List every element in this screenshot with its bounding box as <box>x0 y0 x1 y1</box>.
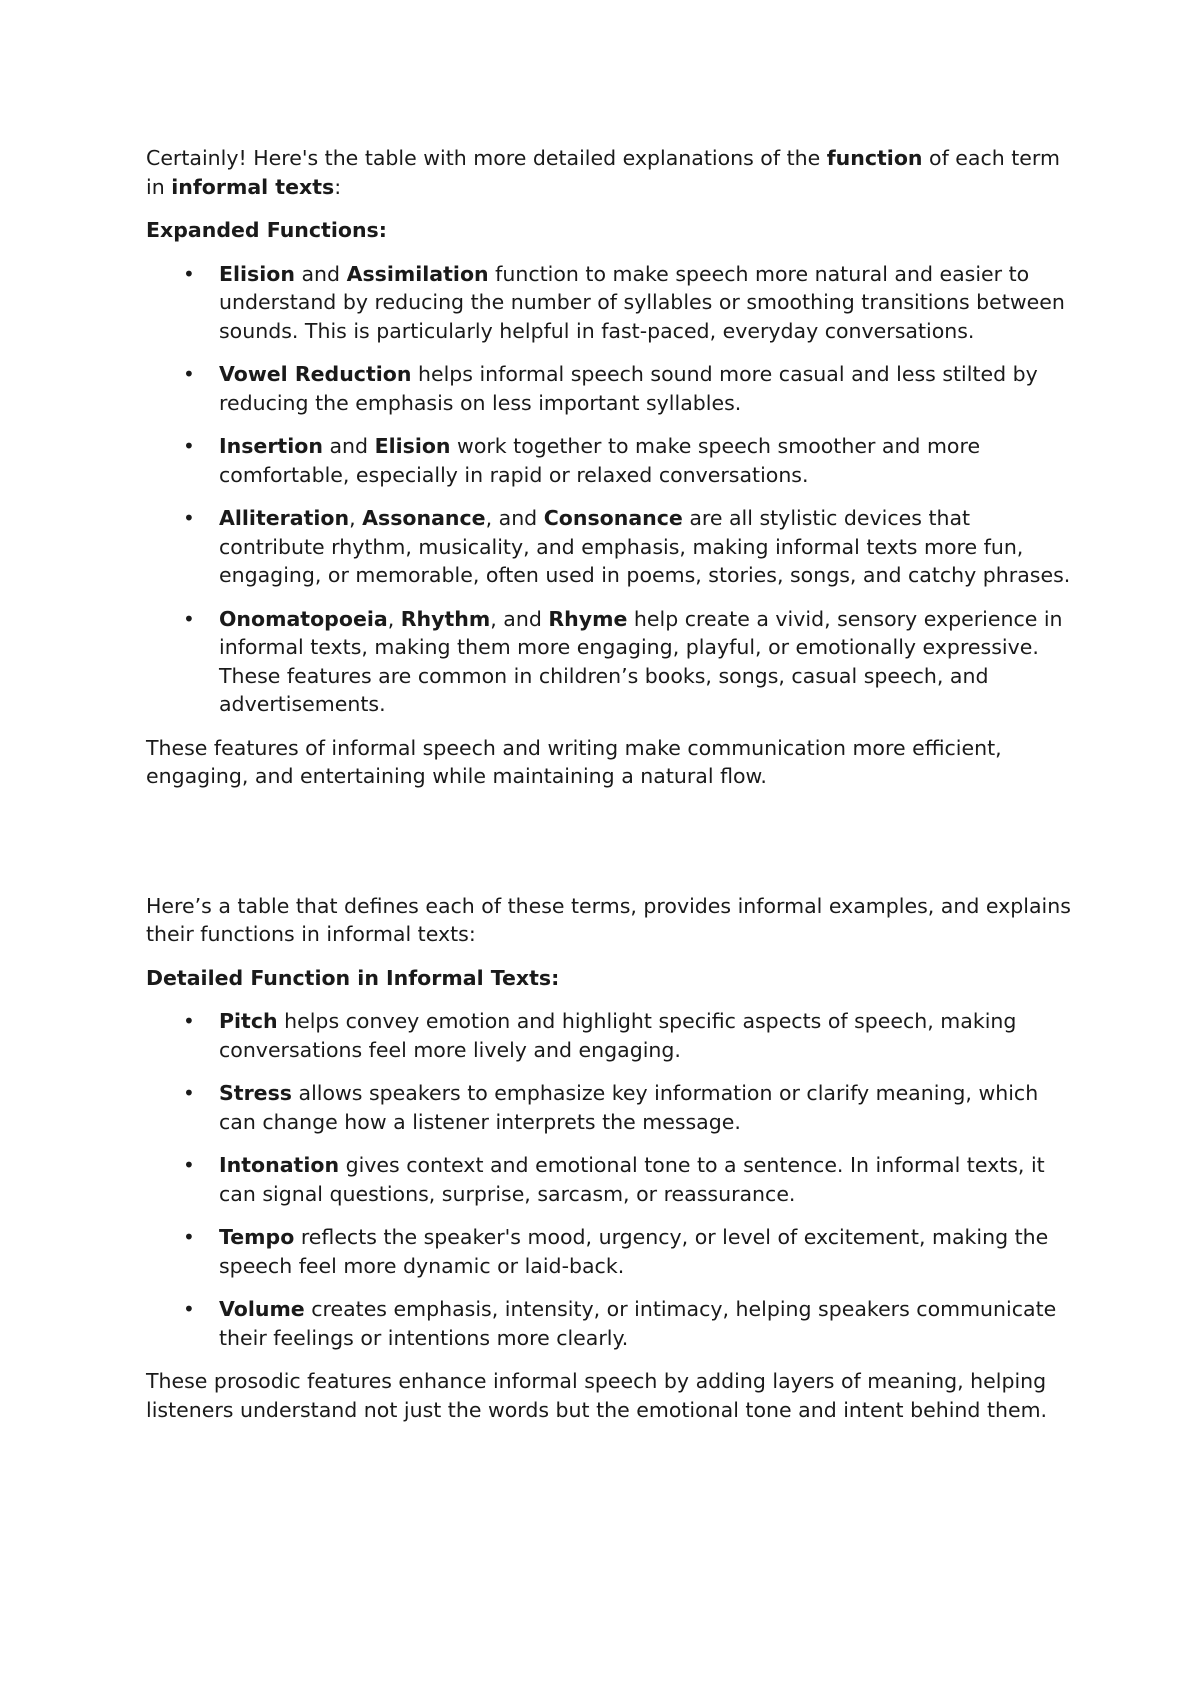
bullet-icon: • <box>183 362 195 386</box>
list-item: • Onomatopoeia, Rhythm, and Rhyme help create a vivid, sensory experience in informal texts, making them more engaging, playful, or emotionally expressive. These features are common in children’s books, songs, casual speech, and advertisements. <box>183 606 1063 716</box>
bullet-icon: • <box>183 1297 195 1321</box>
section2-closing: These prosodic features enhance informal speech by adding layers of meaning, helping listeners understand not just the words but the emotional tone and intent behind them. <box>146 1369 1048 1422</box>
list-item: • Intonation gives context and emotional tone to a sentence. In informal texts, it can signal questions, surprise, sarcasm, or reassurance. <box>183 1153 1045 1206</box>
section-spacer <box>146 806 1076 892</box>
list-item: • Tempo reflects the speaker's mood, urgency, or level of excitement, making the speech feel more dynamic or laid-back. <box>183 1225 1049 1278</box>
list-item: • Alliteration, Assonance, and Consonance are all stylistic devices that contribute rhythm, musicality, and emphasis, making informal texts more fun, engaging, or memorable, often used in poems, stories, songs, and catchy phrases. <box>183 506 1071 587</box>
document-page <box>146 144 1076 1439</box>
section1-closing: These features of informal speech and writing make communication more efficient, engaging, and entertaining while maintaining a natural flow. <box>146 735 1002 788</box>
bullet-icon: • <box>183 434 195 458</box>
bullet-icon: • <box>183 261 195 286</box>
list-item: • Volume creates emphasis, intensity, or intimacy, helping speakers communicate their feelings or intentions more clearly. <box>183 1297 1057 1350</box>
bullet-icon: • <box>183 1225 195 1249</box>
section1-bullet-list <box>146 260 1076 719</box>
list-item: • Insertion and Elision work together to make speech smoother and more comfortable, especially in rapid or relaxed conversations. <box>183 434 981 487</box>
bullet-icon: • <box>183 506 195 530</box>
bullet-icon: • <box>183 1009 195 1033</box>
section2-heading: Detailed Function in Informal Texts: <box>146 965 560 990</box>
section2-intro: Here’s a table that defines each of these terms, provides informal examples, and explains their functions in informal texts: <box>146 893 1071 946</box>
bullet-icon: • <box>183 606 195 631</box>
list-item: • Vowel Reduction helps informal speech sound more casual and less stilted by reducing the emphasis on less important syllables. <box>183 362 1038 415</box>
bullet-icon: • <box>183 1153 195 1177</box>
section2-bullet-list <box>146 1007 1076 1352</box>
section1-intro: Certainly! Here's the table with more detailed explanations of the function of each term in informal texts: <box>146 146 1060 199</box>
bullet-icon: • <box>183 1081 195 1105</box>
list-item: • Pitch helps convey emotion and highlight specific aspects of speech, making conversations feel more lively and engaging. <box>183 1009 1017 1062</box>
list-item: • Stress allows speakers to emphasize key information or clarify meaning, which can change how a listener interprets the message. <box>183 1081 1039 1134</box>
section1-heading: Expanded Functions: <box>146 218 387 242</box>
list-item: • Elision and Assimilation function to make speech more natural and easier to understand by reducing the number of syllables or smoothing transitions between sounds. This is particularly helpful in fast-paced, everyday conversations. <box>183 261 1065 343</box>
